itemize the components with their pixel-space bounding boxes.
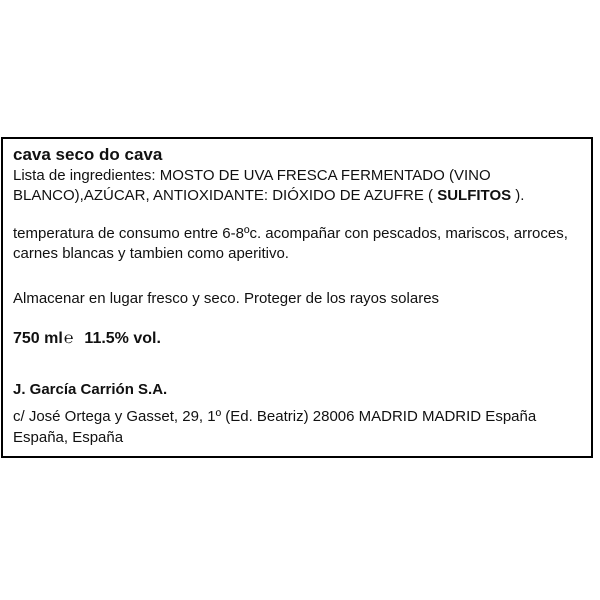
estimated-sign-icon: ℮ (63, 330, 74, 347)
volume-and-alcohol (13, 329, 161, 349)
alcohol-content: 11.5% vol. (84, 330, 161, 347)
volume: 750 ml (13, 330, 63, 347)
storage-instructions: Almacenar en lugar fresco y seco. Proteger de los rayos solares (13, 290, 440, 307)
ingredients-list (13, 166, 585, 206)
ingredients-closing: ). (511, 187, 525, 204)
company-address: c/ José Ortega y Gasset, 29, 1º (Ed. Beatriz) 28006 MADRID MADRID España España, España (13, 408, 537, 446)
product-name: cava seco do cava (13, 145, 163, 164)
product-label (1, 137, 593, 458)
allergen-sulfites: SULFITOS (437, 187, 512, 204)
company-name: J. García Carrión S.A. (13, 381, 168, 398)
ingredients-text: Lista de ingredientes: MOSTO DE UVA FRESCA FERMENTADO (VINO BLANCO),AZÚCAR, ANTIOXIDANTE: DIÓXIDO DE AZUFRE ( (13, 167, 491, 204)
serving-suggestion: temperatura de consumo entre 6-8ºc. acompañar con pescados, mariscos, arroces, carnes blancas y tambien como aperitivo. (13, 225, 568, 262)
